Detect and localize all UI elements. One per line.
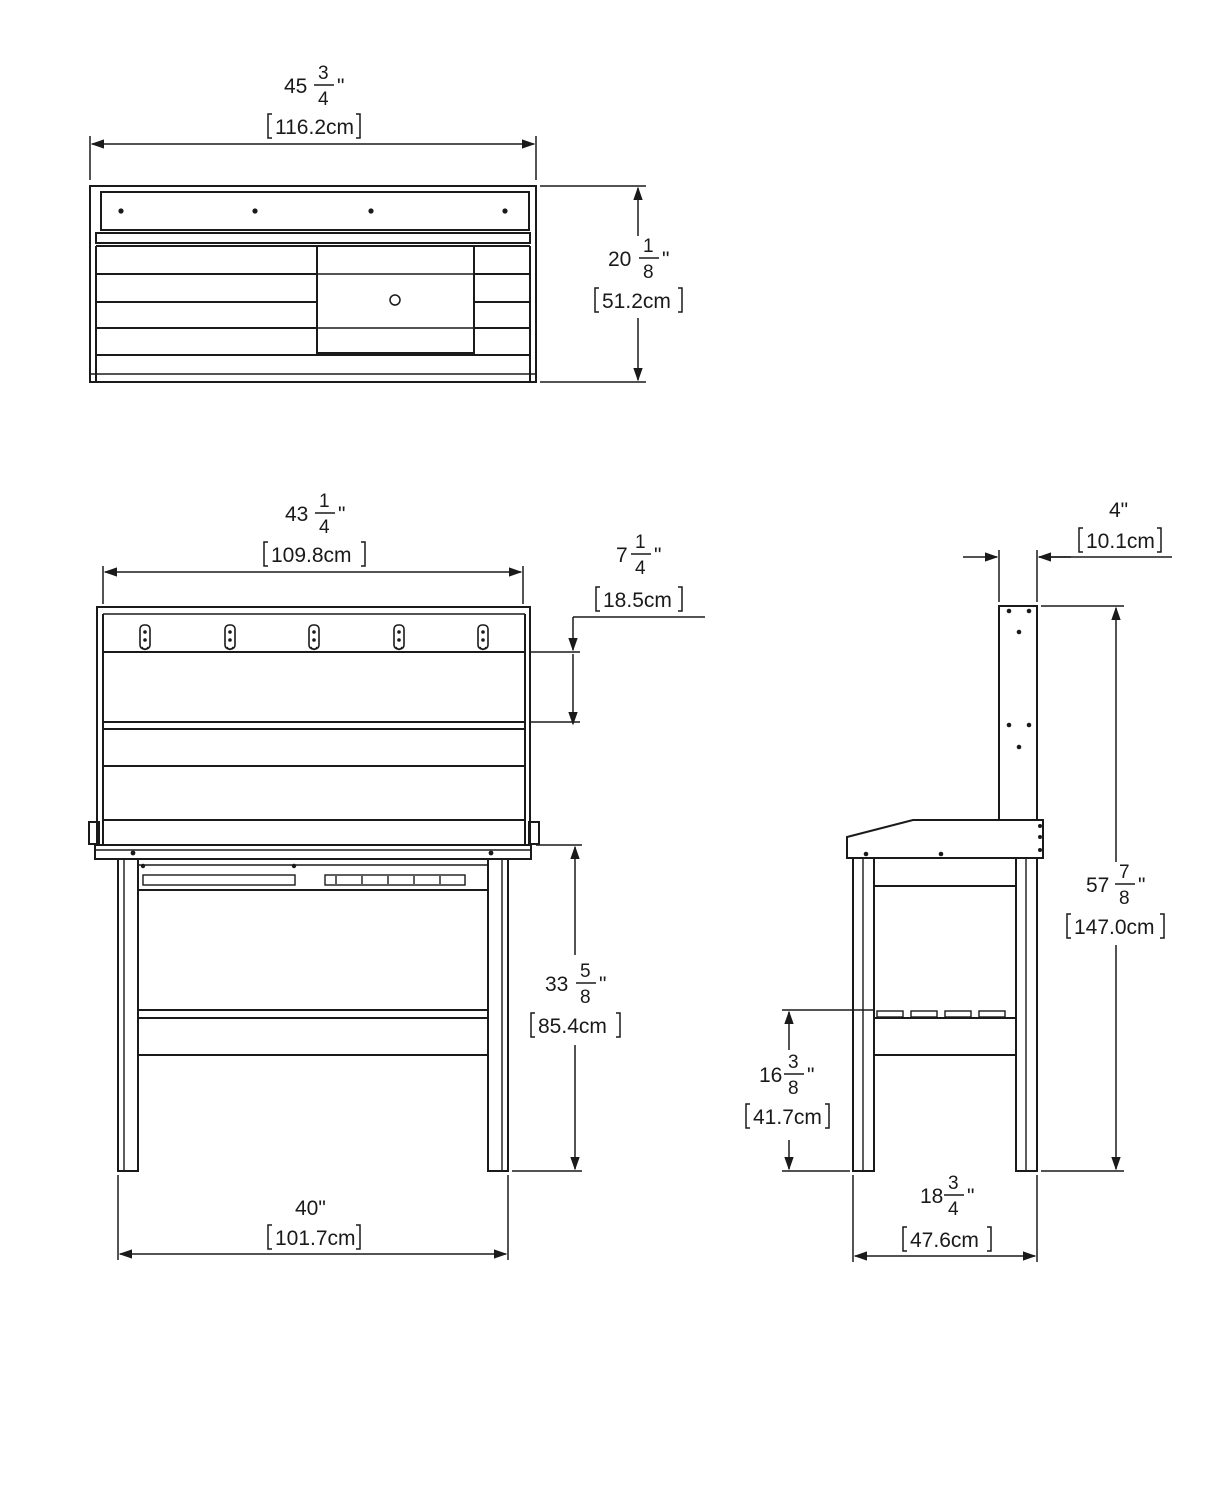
svg-text:3: 3 [318, 63, 329, 84]
svg-text:": " [662, 248, 670, 271]
svg-text:": " [599, 973, 607, 996]
front-left-leg [118, 859, 138, 1171]
front-top-width-whole: 43 [285, 503, 309, 526]
hook-icon [478, 625, 488, 650]
post-depth-metric: 10.1cm [1086, 530, 1155, 553]
leg-width-metric: 101.7cm [275, 1227, 356, 1250]
front-top-width-metric: 109.8cm [271, 544, 352, 567]
svg-text:8: 8 [643, 262, 654, 283]
svg-text:8: 8 [788, 1078, 799, 1099]
top-view-back-shelf [101, 192, 529, 230]
hook-icon [309, 625, 319, 650]
svg-text:4: 4 [948, 1199, 959, 1220]
svg-text:4: 4 [318, 89, 329, 110]
side-depth-metric: 47.6cm [910, 1229, 979, 1252]
top-depth-dimension [540, 186, 682, 382]
top-view [90, 186, 536, 382]
tool-hooks [140, 625, 488, 650]
svg-text:7: 7 [1119, 862, 1130, 883]
side-back-post [999, 606, 1037, 821]
lower-shelf-whole: 16 [759, 1064, 783, 1087]
svg-text:4: 4 [319, 517, 330, 538]
front-view [89, 607, 539, 1171]
side-worktop [847, 820, 1043, 858]
front-worktop [95, 845, 531, 859]
top-depth-metric: 51.2cm [602, 290, 671, 313]
svg-text:1: 1 [643, 236, 654, 257]
svg-text:3: 3 [948, 1173, 959, 1194]
side-depth-whole: 18 [920, 1185, 944, 1208]
counter-height-dimension [512, 845, 620, 1171]
counter-height-whole: 33 [545, 973, 569, 996]
total-height-dimension [1041, 606, 1164, 1171]
front-right-leg [488, 859, 508, 1171]
top-width-whole: 45 [284, 75, 308, 98]
svg-text:1: 1 [635, 532, 646, 553]
hook-icon [225, 625, 235, 650]
svg-text:5: 5 [580, 961, 591, 982]
shelf-spacing-whole: 7 [616, 544, 628, 567]
leg-width-imperial: 40" [295, 1197, 326, 1220]
post-depth-imperial: 4" [1109, 499, 1129, 522]
leg-width-dimension [118, 1175, 508, 1260]
svg-text:3: 3 [788, 1052, 799, 1073]
lower-shelf-metric: 41.7cm [753, 1106, 822, 1129]
side-view [847, 606, 1043, 1171]
counter-height-metric: 85.4cm [538, 1015, 607, 1038]
svg-text:": " [807, 1064, 815, 1087]
svg-text:1: 1 [319, 491, 330, 512]
hook-icon [140, 625, 150, 650]
svg-text:": " [967, 1185, 975, 1208]
svg-text:8: 8 [1119, 888, 1130, 909]
svg-text:": " [654, 544, 662, 567]
hook-icon [394, 625, 404, 650]
side-depth-dimension [853, 1173, 1037, 1262]
top-depth-whole: 20 [608, 248, 632, 271]
drain-hole-icon [390, 295, 400, 305]
total-height-whole: 57 [1086, 874, 1110, 897]
svg-text:4: 4 [635, 558, 646, 579]
total-height-metric: 147.0cm [1074, 916, 1155, 939]
top-width-metric: 116.2cm [275, 116, 354, 139]
svg-text:": " [338, 503, 346, 526]
svg-text:": " [337, 75, 345, 98]
shelf-spacing-dimension [530, 532, 705, 724]
top-width-dimension [90, 63, 536, 180]
shelf-spacing-metric: 18.5cm [603, 589, 672, 612]
svg-text:": " [1138, 874, 1146, 897]
front-top-width-dimension [103, 491, 523, 604]
post-depth-dimension [963, 499, 1172, 602]
svg-text:8: 8 [580, 987, 591, 1008]
